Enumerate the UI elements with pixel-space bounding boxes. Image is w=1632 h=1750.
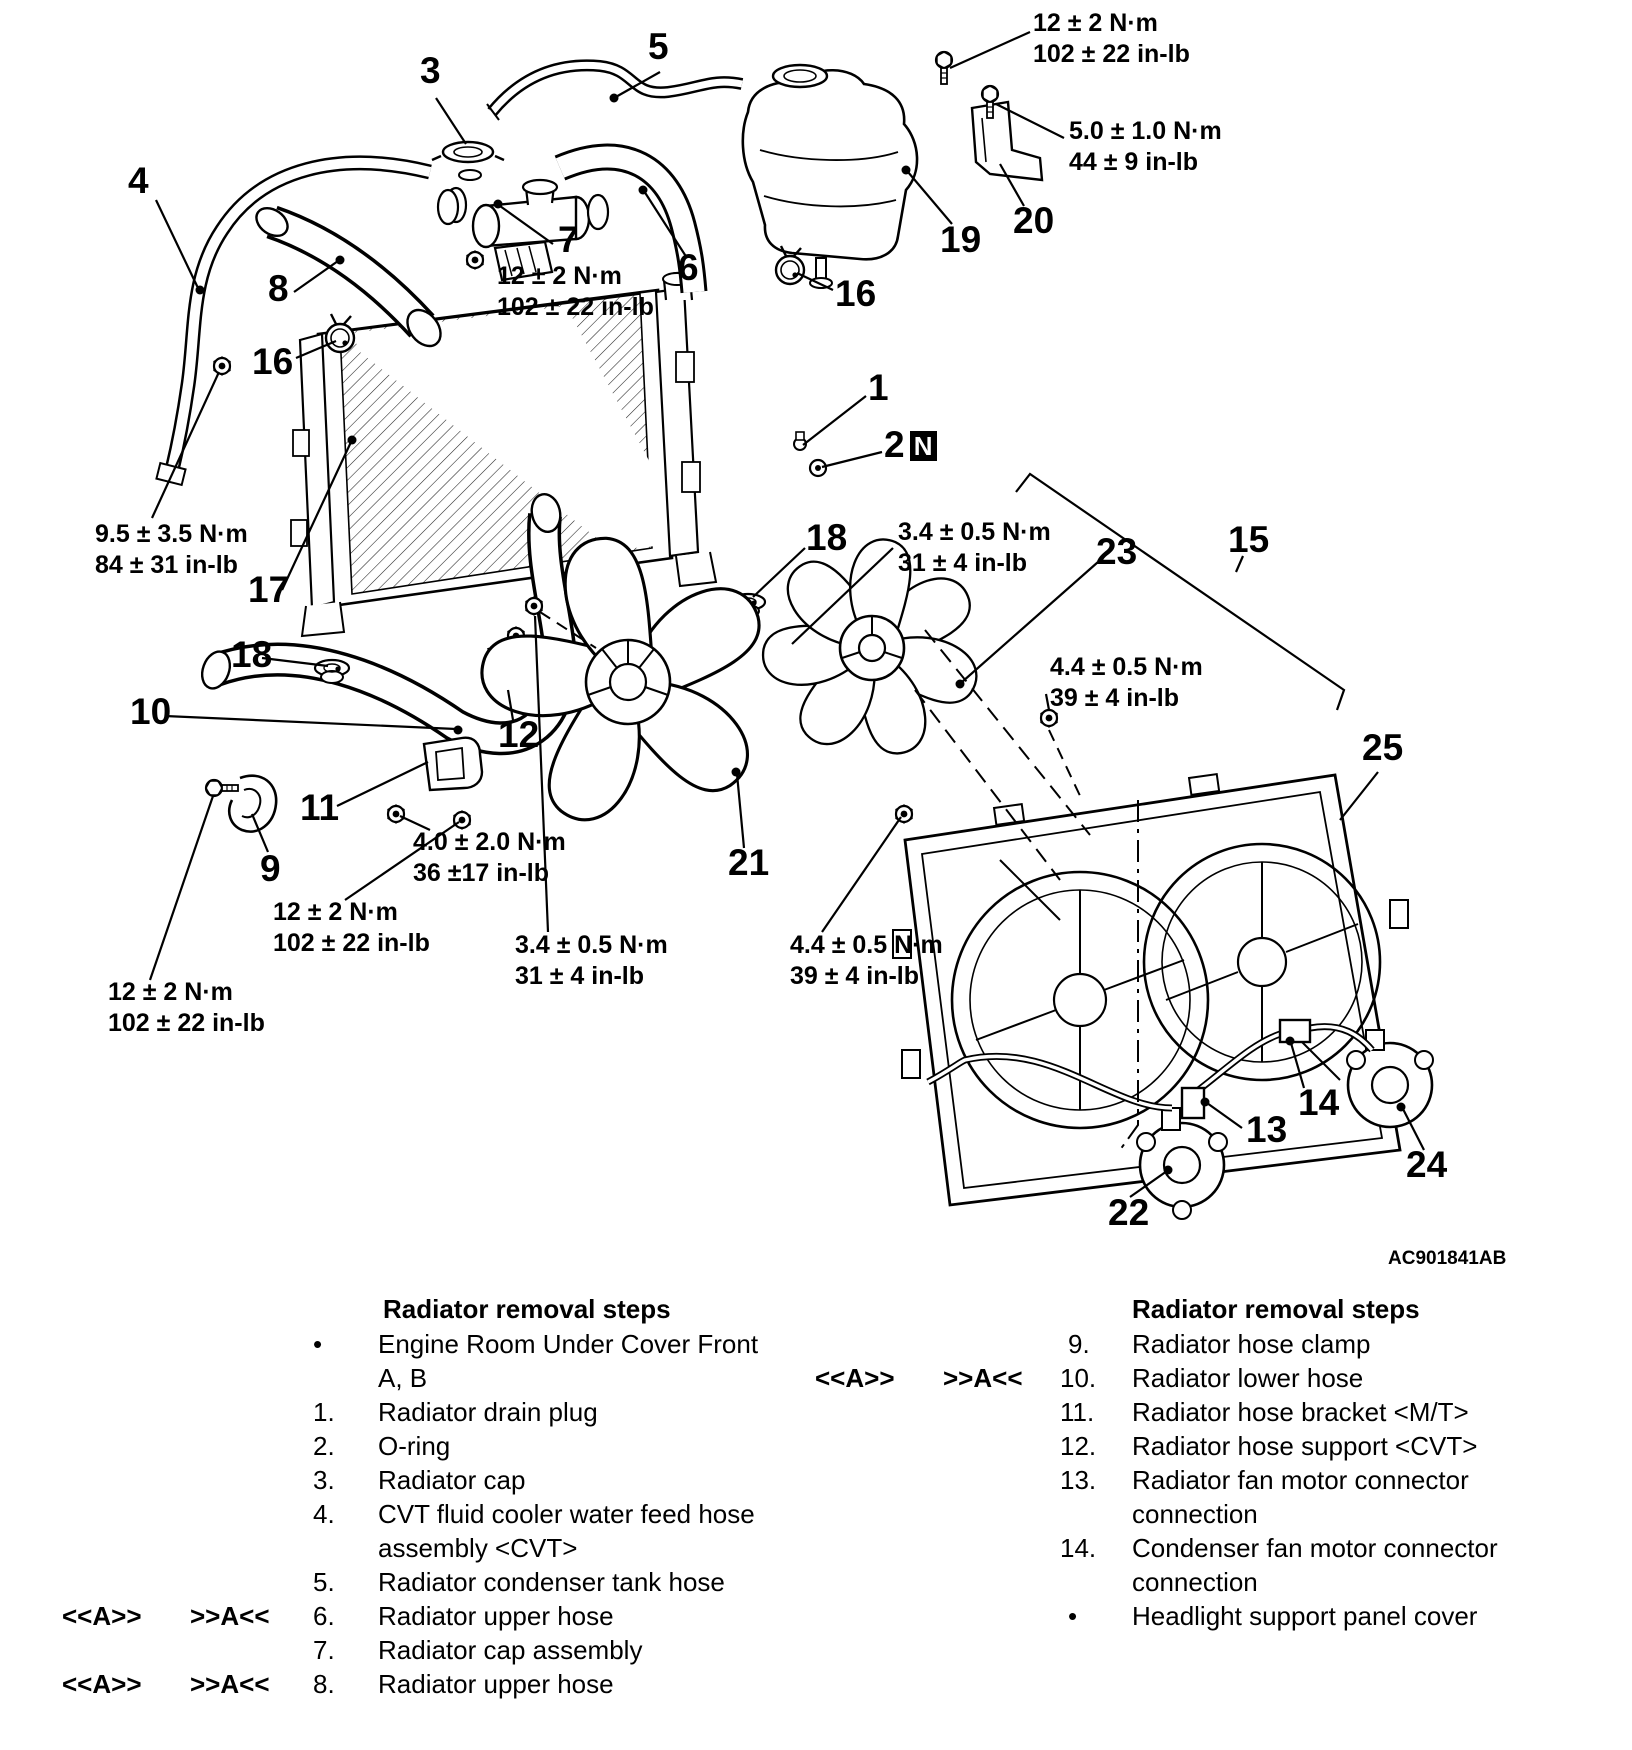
torque-label-t8: 12 ± 2 N·m 102 ± 22 in-lb — [273, 898, 430, 957]
callout-8: 8 — [268, 268, 289, 309]
list-item-text: Radiator cap assembly — [378, 1635, 643, 1665]
note-box-N: N — [910, 431, 937, 461]
tank-bracket — [936, 52, 1042, 180]
callout-19: 19 — [940, 219, 982, 260]
list-item-text: Radiator cap — [378, 1465, 526, 1495]
list-item-text: Headlight support panel cover — [1132, 1601, 1478, 1631]
torque-label-t9: 12 ± 2 N·m 102 ± 22 in-lb — [108, 978, 265, 1037]
callout-9: 9 — [260, 848, 281, 889]
list-item-number: 7. — [313, 1635, 335, 1665]
radiator-core — [291, 273, 716, 636]
list-item-text: Radiator hose clamp — [1132, 1329, 1371, 1359]
callout-21: 21 — [728, 842, 770, 883]
callout-2-with-note: 2 N — [884, 426, 937, 463]
torque-label-t4: 9.5 ± 3.5 N·m 84 ± 31 in-lb — [95, 520, 248, 579]
list-item-number: 12. — [1060, 1431, 1097, 1461]
fan-screw-21 — [526, 597, 542, 615]
callout-1: 1 — [868, 367, 889, 408]
list-item-text: O-ring — [378, 1431, 451, 1461]
list-item-text: CVT fluid cooler water feed hose — [378, 1499, 755, 1529]
list-item-number: 6. — [313, 1601, 335, 1631]
list-item-text: Engine Room Under Cover Front — [378, 1329, 759, 1359]
torque-label-t7: 4.0 ± 2.0 N·m 36 ±17 in-lb — [413, 828, 566, 887]
list-item-number: 3. — [313, 1465, 335, 1495]
procedure-marker: <<A>> — [62, 1601, 142, 1631]
condenser-motor-connector — [1280, 1020, 1310, 1042]
callout-5: 5 — [648, 26, 669, 67]
list-item-number: 4. — [313, 1499, 335, 1529]
list-item-text: Radiator condenser tank hose — [378, 1567, 725, 1597]
procedure-marker: >>A<< — [190, 1669, 270, 1699]
procedure-marker: <<A>> — [62, 1669, 142, 1699]
callout-12: 12 — [498, 714, 540, 755]
list-item-text: Condenser fan motor connector — [1132, 1533, 1498, 1563]
bolt-4-0 — [388, 805, 404, 823]
callout-23: 23 — [1096, 531, 1138, 572]
list-item-text: Radiator fan motor connector — [1132, 1465, 1469, 1495]
callout-15: 15 — [1228, 519, 1270, 560]
list-item-text: assembly <CVT> — [378, 1533, 578, 1563]
list-item-text: Radiator upper hose — [378, 1669, 614, 1699]
list-item-number: 11. — [1060, 1397, 1095, 1427]
callout-14: 14 — [1298, 1082, 1340, 1123]
callout-20: 20 — [1013, 200, 1055, 241]
removal-steps-heading-right: Radiator removal steps — [1132, 1294, 1420, 1324]
drain-plug — [794, 432, 806, 450]
torque-label-t3: 12 ± 2 N·m 102 ± 22 in-lb — [497, 262, 654, 321]
list-item-number: • — [313, 1329, 323, 1359]
callout-13: 13 — [1246, 1109, 1288, 1150]
procedure-marker: >>A<< — [190, 1601, 270, 1631]
list-item-text: connection — [1132, 1499, 1258, 1529]
callout-18-right: 18 — [806, 517, 848, 558]
list-item-text: A, B — [378, 1363, 428, 1393]
removal-steps-heading-left: Radiator removal steps — [383, 1294, 671, 1324]
torque-label-t6: 4.4 ± 0.5 N·m 39 ± 4 in-lb — [1050, 653, 1203, 712]
list-item-text: Radiator hose bracket <M/T> — [1132, 1397, 1469, 1427]
callout-16-left: 16 — [252, 341, 294, 382]
torque-label-t5: 3.4 ± 0.5 N·m 31 ± 4 in-lb — [898, 518, 1051, 577]
figure-code: AC901841AB — [1388, 1248, 1507, 1269]
hose-clamp-16-left — [326, 314, 354, 352]
callout-7: 7 — [558, 219, 579, 260]
o-ring — [810, 460, 826, 476]
list-item-number: • — [1068, 1601, 1078, 1631]
callout-17: 17 — [248, 569, 290, 610]
list-item-text: Radiator drain plug — [378, 1397, 598, 1427]
callout-22: 22 — [1108, 1192, 1150, 1233]
list-item-text: Radiator lower hose — [1132, 1363, 1364, 1393]
list-item-number: 5. — [313, 1567, 335, 1597]
procedure-marker: >>A<< — [943, 1363, 1023, 1393]
callout-25: 25 — [1362, 727, 1404, 768]
torque-label-t1: 12 ± 2 N·m 102 ± 22 in-lb — [1033, 9, 1190, 68]
list-item-number: 2. — [313, 1431, 335, 1461]
callout-11: 11 — [300, 787, 340, 828]
callout-16-right: 16 — [835, 273, 877, 314]
list-item-number: 13. — [1060, 1465, 1097, 1495]
list-item-number: 1. — [313, 1397, 335, 1427]
condenser-tank — [743, 65, 917, 288]
list-item-number: 14. — [1060, 1533, 1097, 1563]
torque-label-t2: 5.0 ± 1.0 N·m 44 ± 9 in-lb — [1069, 117, 1222, 176]
list-item-number: 9. — [1068, 1329, 1090, 1359]
callout-4: 4 — [128, 160, 149, 201]
condenser-tank-hose — [487, 65, 742, 120]
callout-6: 6 — [678, 247, 699, 288]
radiator-cap — [432, 142, 504, 180]
callout-24: 24 — [1406, 1144, 1448, 1185]
torque-label-t11: 4.4 ± 0.5 N·m 39 ± 4 in-lb — [790, 931, 943, 990]
list-item-number: 8. — [313, 1669, 335, 1699]
list-item-number: 10. — [1060, 1363, 1097, 1393]
list-item-text: Radiator upper hose — [378, 1601, 614, 1631]
callout-3: 3 — [420, 50, 441, 91]
list-item-text: Radiator hose support <CVT> — [1132, 1431, 1478, 1461]
list-item-text: connection — [1132, 1567, 1258, 1597]
callout-10: 10 — [130, 691, 172, 732]
hose-clamp-9 — [206, 776, 276, 832]
procedure-marker: <<A>> — [815, 1363, 895, 1393]
torque-label-t10: 3.4 ± 0.5 N·m 31 ± 4 in-lb — [515, 931, 668, 990]
callout-18-left: 18 — [231, 634, 273, 675]
hose-bracket-11 — [424, 738, 482, 829]
